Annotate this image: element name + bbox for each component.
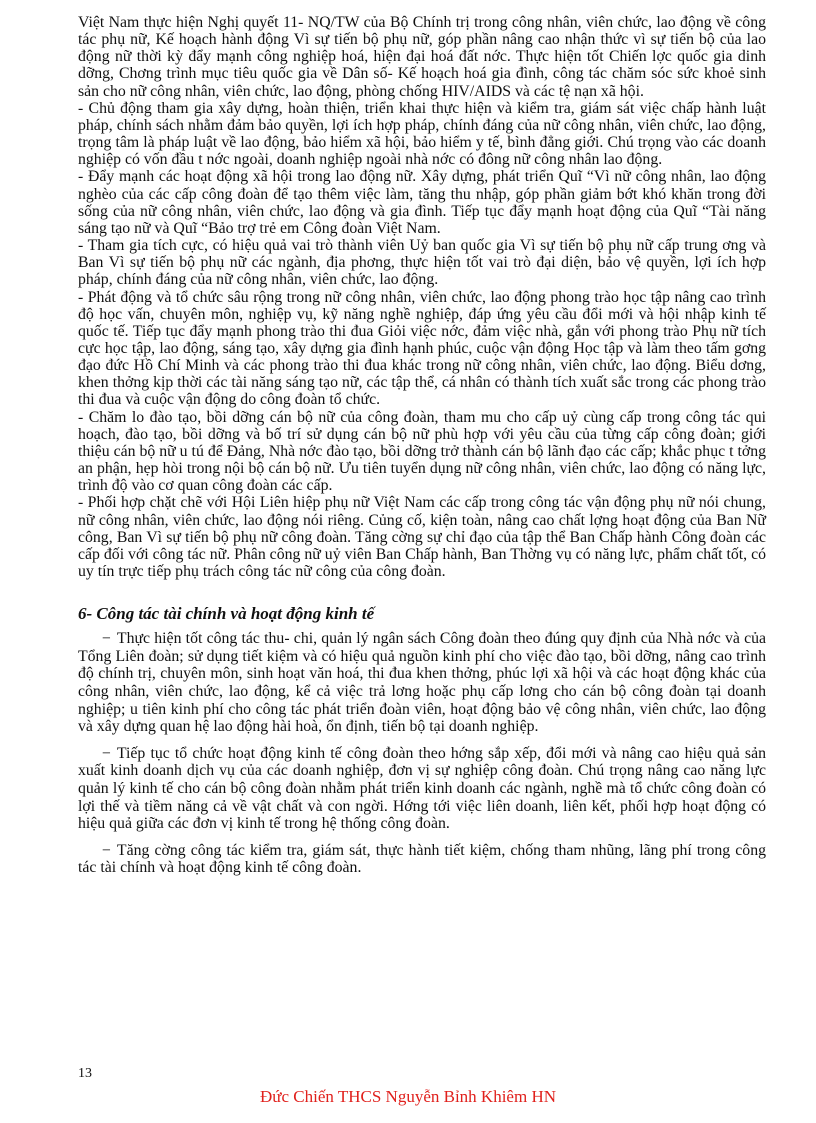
paragraph-social-activities: - Đẩy mạnh các hoạt động xã hội trong lao động nữ. Xây dựng, phát triển Quĩ “Vì nữ công nhân, lao động nghèo của các cấp công đoàn để tạo thêm việc làm, tăng thu nhập, góp phần giảm bớt khó khăn trong đời sống của nữ công nhân, viên chức, lao động và gia đình. Tiếp tục đẩy mạnh hoạt động của Quĩ “Tài năng sáng tạo nữ và Quĩ “Bảo trợ trẻ em Công đoàn Việt Nam. <box>78 168 766 237</box>
dash-bullet: − <box>102 841 111 859</box>
paragraph-national-committee: - Tham gia tích cực, có hiệu quả vai trò thành viên Uỷ ban quốc gia Vì sự tiến bộ phụ nữ cấp trung ơng và Ban Vì sự tiến bộ phụ nữ các ngành, địa phơng, thực hiện tốt vai trò đại diện, bảo vệ quyền, lợi ích hợp pháp, chính đáng của nữ công nhân, viên chức, lao động. <box>78 237 766 289</box>
page-number: 13 <box>78 1066 92 1081</box>
paragraph-coordination: - Phối hợp chặt chẽ với Hội Liên hiệp phụ nữ Việt Nam các cấp trong công tác vận động phụ nữ nói chung, nữ công nhân, viên chức, lao động nói riêng. Củng cố, kiện toàn, nâng cao chất lợng hoạt động của Ban Nữ công, Ban Vì sự tiến bộ phụ nữ công đoàn. Tăng cờng sự chỉ đạo của tập thể Ban Chấp hành Công đoàn các cấp đối với công tác nữ. Phân công nữ uỷ viên Ban Chấp hành, Ban Thờng vụ có năng lực, phẩm chất tốt, có uy tín trực tiếp phụ trách công tác nữ công của công đoàn. <box>78 494 766 580</box>
section-paragraph-text: Tiếp tục tổ chức hoạt động kinh tế công đoàn theo hớng sắp xếp, đổi mới và nâng cao hiệu quả sản xuất kinh doanh dịch vụ của các doanh nghiệp, đơn vị sự nghiệp công đoàn. Chú trọng nâng cao năng lực quản lý kinh tế cho cán bộ công đoàn nhằm phát triển kinh doanh các ngành, nghề mà tổ chức công đoàn có lợi thế và tiềm năng cả về vật chất và con ngời. Hớng tới việc liên doanh, liên kết, phối hợp hoạt động có hiệu quả giữa các đơn vị kinh tế trong hệ thống công đoàn. <box>78 744 766 833</box>
section-paragraph-budget <box>78 630 766 736</box>
paragraph-emulation-movements: - Phát động và tổ chức sâu rộng trong nữ công nhân, viên chức, lao động phong trào học tập nâng cao trình độ học vấn, chuyên môn, nghiệp vụ, kỹ năng nghề nghiệp, đáp ứng yêu cầu đổi mới và hội nhập kinh tế quốc tế. Tiếp tục đẩy mạnh phong trào thi đua Giỏi việc nớc, đảm việc nhà, gắn với phong trào Phụ nữ tích cực học tập, lao động, sáng tạo, xây dựng gia đình hạnh phúc, cuộc vận động Học tập và làm theo tấm gơng đạo đức Hồ Chí Minh và các phong trào thi đua khác trong nữ công nhân, viên chức, lao động. Biểu dơng, khen thởng kịp thời các tài năng sáng tạo nữ, các tập thể, cá nhân có thành tích xuất sắc trong các phong trào thi đua và cuộc vận động do công đoàn tổ chức. <box>78 288 766 409</box>
section-paragraph-text: Thực hiện tốt công tác thu- chi, quản lý ngân sách Công đoàn theo đúng quy định của Nhà nớc và của Tổng Liên đoàn; sử dụng tiết kiệm và có hiệu quả nguồn kinh phí cho việc đào tạo, bồi dỡng, nâng cao trình độ chính trị, chuyên môn, sinh hoạt văn hoá, thi đua khen thởng, phúc lợi xã hội và các hoạt động khác của công nhân, viên chức, lao động, kể cả việc trả lơng hoặc phụ cấp lơng cho cán bộ công đoàn tại doanh nghiệp; u tiên kinh phí cho công tác phát triển đoàn viên, hoạt động bảo vệ công nhân, viên chức, lao động và xây dựng quan hệ lao động hài hoà, ổn định, tiến bộ tại doanh nghiệp. <box>78 630 766 736</box>
section-body <box>78 630 766 877</box>
section-paragraph-text: Tăng cờng công tác kiểm tra, giám sát, thực hành tiết kiệm, chống tham nhũng, lãng phí trong công tác tài chính và hoạt động kinh tế công đoàn. <box>78 841 766 877</box>
paragraph-cadre-training: - Chăm lo đào tạo, bồi dỡng cán bộ nữ của công đoàn, tham mu cho cấp uỷ cùng cấp trong công tác qui hoạch, đào tạo, bồi dỡng và bố trí sử dụng cán bộ nữ phù hợp với yêu cầu của từng cấp công đoàn; giới thiệu cán bộ nữ u tú để Đảng, Nhà nớc đào tạo, bồi dỡng trở thành cán bộ lãnh đạo các cấp; khắc phục t tởng an phận, hẹp hòi trong nội bộ cán bộ nữ. Ưu tiên tuyển dụng nữ công nhân, viên chức, lao động có năng lực, trình độ vào cơ quan công đoàn các cấp. <box>78 408 766 495</box>
paragraph-intro: Việt Nam thực hiện Nghị quyết 11- NQ/TW của Bộ Chính trị trong công nhân, viên chức, lao động về công tác phụ nữ, Kế hoạch hành động Vì sự tiến bộ phụ nữ, góp phần nâng cao nhận thức vì sự tiến bộ của lao động nữ thời kỳ đẩy mạnh công nghiệp hoá, hiện đại hoá đất nớc. Thực hiện tốt Chiến lợc quốc gia dinh dỡng, Chơng trình mục tiêu quốc gia về Dân số- Kế hoạch hoá gia đình, công tác chăm sóc sức khoẻ sinh sản cho nữ công nhân, viên chức, lao động, phòng chống HIV/AIDS và các tệ nạn xã hội. <box>78 14 766 100</box>
footer-credit: Đức Chiến THCS Nguyễn Bỉnh Khiêm HN <box>260 1087 556 1106</box>
paragraph-legal-rights: - Chủ động tham gia xây dựng, hoàn thiện, triển khai thực hiện và kiểm tra, giám sát việc chấp hành luật pháp, chính sách nhằm đảm bảo quyền, lợi ích hợp pháp, chính đáng của nữ công nhân, viên chức, lao động, trọng tâm là pháp luật về lao động, bảo hiểm xã hội, bảo hiểm y tế, bình đẳng giới. Chú trọng vào các doanh nghiệp có vốn đầu t nớc ngoài, doanh nghiệp ngoài nhà nớc có đông nữ công nhân lao động. <box>78 99 766 169</box>
section-heading: 6- Công tác tài chính và hoạt động kinh tế <box>78 604 375 624</box>
dash-bullet: − <box>102 630 111 648</box>
section-paragraph-inspection <box>78 842 766 877</box>
body-text <box>78 14 766 580</box>
dash-bullet: − <box>102 744 111 762</box>
section-paragraph-economic <box>78 745 766 833</box>
